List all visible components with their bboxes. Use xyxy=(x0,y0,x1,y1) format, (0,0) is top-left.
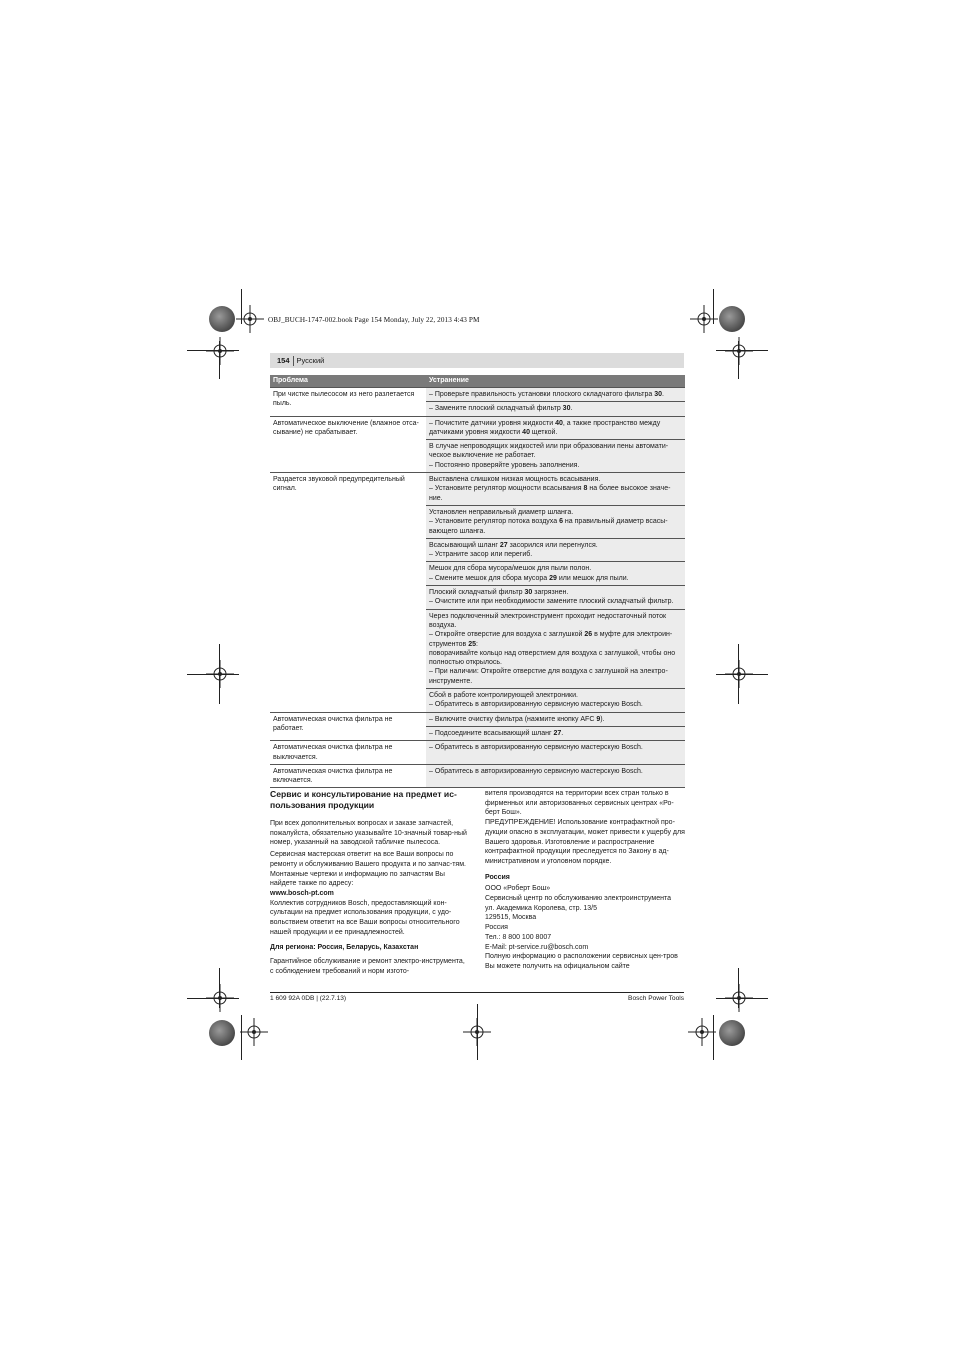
slug-line: OBJ_BUCH-1747-002.book Page 154 Monday, July 22, 2013 4:43 PM xyxy=(268,316,480,324)
crop-line xyxy=(241,1015,242,1060)
remedy-text: на более высокое значе-ние. xyxy=(429,485,671,502)
reference-number: 27 xyxy=(553,729,562,737)
russia-heading: Россия xyxy=(485,873,510,881)
crop-line xyxy=(716,674,768,675)
registration-ball-bottom-left xyxy=(209,1020,235,1046)
reference-number: 9 xyxy=(596,715,601,723)
remedy-text: ). xyxy=(600,715,605,723)
service-right-column xyxy=(485,789,685,972)
footer-code: 1 609 92A 0DB | (22.7.13) xyxy=(270,995,347,1002)
troubleshooting-table xyxy=(270,375,685,788)
remedy-cell xyxy=(426,388,685,402)
service-paragraph: Сервисная мастерская ответит на все Ваши вопросы по ремонту и обслуживанию Вашего продукта и по запчас-тям. Монтажные чертежи и информацию по запчастям Вы найдете также по адресу: xyxy=(270,851,466,888)
remedy-text: – Подсоедините всасывающий шланг xyxy=(429,729,554,737)
reference-number: 27 xyxy=(499,541,508,549)
crop-line xyxy=(187,998,239,999)
crop-line xyxy=(713,1015,714,1060)
running-header xyxy=(270,353,684,368)
crop-line xyxy=(187,674,239,675)
crosshair-mark xyxy=(725,337,753,365)
region-heading: Для региона: Россия, Беларусь, Казахстан xyxy=(270,944,419,952)
problem-cell: Автоматическое выключение (влажное отса-сывание) не срабатывает. xyxy=(270,416,426,472)
address-line: Тел.: 8 800 100 8007 xyxy=(485,933,552,941)
remedy-cell xyxy=(426,726,685,740)
header-separator xyxy=(293,356,294,366)
remedy-text: или мешок для пыли. xyxy=(556,574,629,582)
remedy-text: – Проверьте правильность установки плоского складчатого фильтра xyxy=(429,391,655,398)
column-header-problem: Проблема xyxy=(270,375,426,388)
reference-number: 6 xyxy=(559,518,563,526)
crop-line xyxy=(713,289,714,324)
remedy-cell xyxy=(426,586,685,610)
service-paragraph: Коллектив сотрудников Bosch, предоставляющий кон-сультации на предмет использования продукции, с удо-вольствием ответит на все Ваши вопросы относительного нашей продукции и ее принадлежностей. xyxy=(270,899,460,936)
remedy-cell xyxy=(426,712,685,726)
remedy-cell xyxy=(426,689,685,713)
column-header-remedy: Устранение xyxy=(426,375,685,388)
remedy-text: щеткой. xyxy=(529,428,558,436)
reference-number: 30 xyxy=(524,589,533,597)
problem-cell: Раздается звуковой предупредительный сигнал. xyxy=(270,473,426,713)
crop-line xyxy=(738,968,739,1008)
reference-number: 25 xyxy=(468,640,476,648)
crop-line xyxy=(477,1004,478,1060)
crop-line xyxy=(219,968,220,1008)
address-line: Россия xyxy=(485,924,508,932)
table-row xyxy=(270,473,685,506)
remedy-text: . xyxy=(561,729,564,737)
address-line: ООО «Роберт Бош» xyxy=(485,885,551,893)
reference-number: 8 xyxy=(583,485,588,493)
remedy-text: Сбой в работе контролирующей электроники. – Обратитесь в авторизированную сервисную мастерскую Bosch. xyxy=(429,692,643,709)
table-row xyxy=(270,764,685,788)
remedy-text: – Замените плоский складчатый фильтр xyxy=(429,405,563,413)
remedy-text: Плоский складчатый фильтр xyxy=(429,589,525,597)
service-left-column xyxy=(270,789,470,979)
website-link[interactable]: www.bosch-pt.com xyxy=(270,889,334,897)
reference-number: 30 xyxy=(562,405,571,413)
remedy-cell xyxy=(426,562,685,586)
registration-ball-top-right xyxy=(719,306,745,332)
service-paragraph: вителя производятся на территории всех стран только в фирменных или авторизованных сервисных центрах «Ро-берт Бош». xyxy=(485,790,674,817)
remedy-text: , а также пространство между датчиками уровня жидкости xyxy=(429,419,661,436)
russia-address-block xyxy=(485,884,685,971)
remedy-text: : поворачивайте кольцо над отверстием для воздуха с заглушкой, чтобы оно полностью открылось. – При наличии: Откройте отверстие для воздуха с заглушкой на электро-инструменте. xyxy=(429,640,676,685)
crop-line xyxy=(219,341,220,379)
remedy-text: В случае непроводящих жидкостей или при образовании пены автомати-ческое выключение не работает. – Постоянно проверяйте уровень заполнения. xyxy=(429,443,669,469)
remedy-text: Всасывающий шланг xyxy=(429,541,500,549)
remedy-text: – Обратитесь в авторизированную сервисную мастерскую Bosch. xyxy=(429,744,643,752)
remedy-cell xyxy=(426,609,685,688)
crop-line xyxy=(716,350,768,351)
remedy-text: Установлен неправильный диаметр шланга. – Установите регулятор потока воздуха xyxy=(429,508,574,526)
crosshair-mark xyxy=(688,1018,716,1046)
remedy-text: на правильный диаметр всасы-вающего шланга. xyxy=(429,518,668,535)
remedy-cell xyxy=(426,538,685,562)
remedy-text: Мешок для сбора мусора/мешок для пыли полон. – Смените мешок для сбора мусора xyxy=(429,565,592,582)
page-number: 154 xyxy=(277,356,290,365)
remedy-text: засорился или перегнулся. – Устраните засор или перегиб. xyxy=(429,541,598,559)
table-row xyxy=(270,416,685,440)
remedy-cell xyxy=(426,416,685,440)
address-line: Полную информацию о расположении сервисных цен-тров Вы можете получить на официальном сайте xyxy=(485,953,678,970)
problem-cell: Автоматическая очистка фильтра не выключается. xyxy=(270,741,426,765)
table-body xyxy=(270,388,685,788)
remedy-cell xyxy=(426,741,685,765)
crosshair-mark xyxy=(206,337,234,365)
service-paragraph: Гарантийное обслуживание и ремонт электро-инструмента, с соблюдением требований и норм изгото- xyxy=(270,958,465,975)
remedy-text: в муфте для электроин-струментов xyxy=(429,631,673,648)
reference-number: 40 xyxy=(522,428,530,436)
problem-cell: Автоматическая очистка фильтра не включается. xyxy=(270,764,426,788)
remedy-cell xyxy=(426,505,685,538)
remedy-cell xyxy=(426,402,685,416)
remedy-cell xyxy=(426,473,685,506)
problem-cell: При чистке пылесосом из него разлетается пыль. xyxy=(270,388,426,417)
address-line: E-Mail: pt-service.ru@bosch.com xyxy=(485,943,589,951)
remedy-text: . xyxy=(570,405,573,413)
reference-number: 26 xyxy=(584,631,593,639)
remedy-text: – Почистите датчики уровня жидкости xyxy=(429,419,556,427)
remedy-text: – Обратитесь в авторизированную сервисную мастерскую Bosch. xyxy=(429,767,643,775)
footer-brand: Bosch Power Tools xyxy=(628,995,684,1002)
remedy-text: . xyxy=(662,391,664,398)
table-row xyxy=(270,712,685,726)
reference-number: 29 xyxy=(549,574,557,582)
remedy-text: – Включите очистку фильтра (нажмите кнопку AFC xyxy=(429,715,597,723)
remedy-text: Выставлена слишком низкая мощность всасывания. – Установите регулятор мощности всасывания xyxy=(429,476,601,493)
table-header-row xyxy=(270,375,685,388)
address-line: 129515, Москва xyxy=(485,914,537,922)
remedy-text: Через подключенный электроинструмент проходит недостаточный поток воздуха. – Откройте отверстие для воздуха с заглушкой xyxy=(429,612,667,639)
crop-line xyxy=(187,350,239,351)
footer-rule xyxy=(270,992,684,993)
service-section-title: Сервис и консультирование на предмет ис-пользования продукции xyxy=(270,789,457,810)
header-language: Русский xyxy=(296,356,325,365)
address-line: Сервисный центр по обслуживанию электроинструмента xyxy=(485,895,672,903)
crosshair-mark xyxy=(240,1018,268,1046)
crop-line xyxy=(738,341,739,379)
crop-line xyxy=(241,289,242,324)
reference-number: 30 xyxy=(654,391,663,398)
problem-cell: Автоматическая очистка фильтра не работает. xyxy=(270,712,426,741)
service-paragraph: При всех дополнительных вопросах и заказе запчастей, пожалуйста, обязательно указывайте 10-значный товар-ный номер, указанный на заводской табличке пылесоса. xyxy=(270,820,467,847)
table-row xyxy=(270,388,685,402)
remedy-text: загрязнен. – Очистите или при необходимости замените плоский складчатый фильтр. xyxy=(429,589,674,606)
registration-ball-bottom-right xyxy=(719,1020,745,1046)
warning-paragraph: ПРЕДУПРЕЖДЕНИЕ! Использование контрафактной про-дукции опасно в эксплуатации, может привести к ущербу для Вашего здоровья. Изготовление и распространение контрафактной продукции преследуется по Закону в ад-министративном и уголовном порядке. xyxy=(485,819,685,865)
reference-number: 40 xyxy=(555,419,563,427)
remedy-cell xyxy=(426,440,685,473)
address-line: ул. Академика Королева, стр. 13/5 xyxy=(485,904,597,912)
remedy-cell xyxy=(426,764,685,788)
table-row xyxy=(270,741,685,765)
registration-ball-top-left xyxy=(209,306,235,332)
crop-line xyxy=(716,998,768,999)
